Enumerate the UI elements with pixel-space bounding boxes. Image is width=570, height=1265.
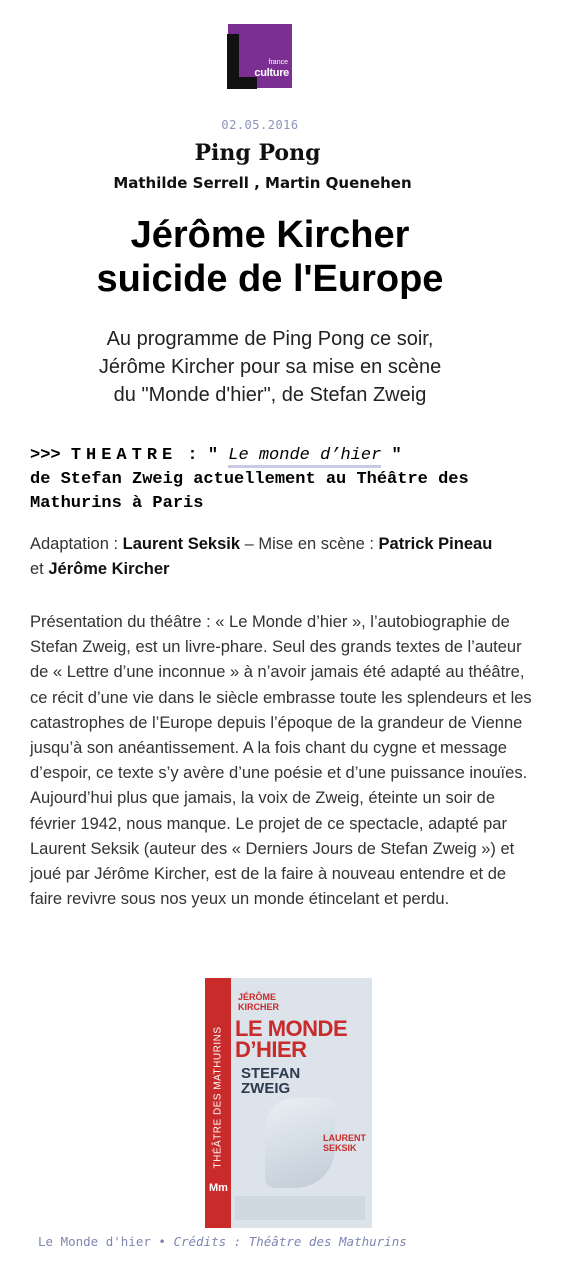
caption-credit: Crédits : Théâtre des Mathurins: [173, 1234, 407, 1249]
lead-paragraph: [0, 325, 540, 409]
poster-footer: [235, 1196, 365, 1220]
poster-actor-first: JÉRÔME: [238, 992, 277, 1002]
page-title: [0, 213, 540, 301]
staging-name: Patrick Pineau: [378, 535, 493, 553]
theatre-description: de Stefan Zweig actuellement au Théâtre des Mathurins à Paris: [30, 470, 469, 513]
lead-line-1: Au programme de Ping Pong ce soir,: [106, 328, 434, 350]
publication-date: 02.05.2016: [221, 118, 299, 132]
poster-author: [241, 1066, 300, 1096]
theatre-separator: : ": [177, 446, 229, 465]
poster-title-line-1: LE MONDE: [235, 1016, 348, 1041]
article-body: Présentation du théâtre : « Le Monde d’hier », l’autobiographie de Stefan Zweig, est un livre-phare. Seul des grands textes de l’auteur de « Lettre d’une inconnue » à n’avoir jamais été adapté au théâtre, ce récit d’une vie dans le siècle embrasse toute les splendeurs et les catastrophes de l’Europe depuis l’époque de la grandeur de Vienne jusqu’à son anéantissement. A la fois chant du cygne et message d’espoir, ce texte s’y avère d’une poésie et d’une puissance inouïes. Aujourd’hui plus que jamais, la voix de Zweig, éteinte un soir de février 1942, nous manque. Le projet de ce spectacle, adapté par Laurent Seksik (auteur des « Derniers Jours de Stefan Zweig ») et joué par Jérôme Kircher, est de la faire à nouveau entendre et de faire revivre sous nos yeux un monde étincelant et perdu.: [30, 613, 532, 909]
image-caption: [38, 1234, 538, 1249]
poster-actor-last: KIRCHER: [238, 1002, 280, 1012]
theatre-heading: [30, 444, 530, 516]
poster-author-first: STEFAN: [241, 1065, 301, 1082]
theatre-prefix: >>>: [30, 446, 71, 465]
lead-line-2: Jérôme Kircher pour sa mise en scène: [98, 356, 442, 378]
theatre-label: THEATRE: [70, 446, 178, 465]
production-credits: [30, 532, 540, 582]
theatre-work-title: Le monde d’hier: [228, 446, 381, 468]
poster-image[interactable]: [205, 978, 372, 1228]
adaptation-label: Adaptation :: [30, 535, 123, 553]
poster-adapt-last: SEKSIK: [323, 1143, 357, 1153]
poster-actor: [238, 992, 279, 1012]
france-culture-logo[interactable]: [228, 24, 292, 88]
logo-text-france: france: [268, 59, 288, 66]
show-name[interactable]: Ping Pong: [194, 140, 321, 166]
poster-author-last: ZWEIG: [241, 1080, 291, 1097]
poster-adaptation: [323, 1133, 366, 1153]
page-title-line-1: Jérôme Kircher: [130, 214, 410, 256]
page-title-line-2: suicide de l'Europe: [96, 258, 444, 300]
poster-adapt-first: LAURENT: [323, 1133, 366, 1143]
caption-bullet: •: [150, 1234, 174, 1249]
theatre-close-quote: ": [381, 446, 402, 465]
caption-title: Le Monde d'hier: [38, 1234, 151, 1249]
second-staging-name: Jérôme Kircher: [48, 560, 170, 578]
logo-corner-mark-bottom: [227, 77, 257, 89]
lead-line-3: du "Monde d'hier", de Stefan Zweig: [113, 384, 427, 406]
show-hosts[interactable]: Mathilde Serrell , Martin Quenehen: [113, 174, 412, 192]
staging-label: – Mise en scène :: [240, 535, 379, 553]
credits-and: et: [30, 560, 49, 578]
logo-text-culture: culture: [254, 67, 289, 79]
poster-title: [235, 1018, 347, 1060]
poster-theatre-logo: Mm: [209, 1182, 228, 1194]
poster-title-line-2: D’HIER: [235, 1037, 307, 1062]
poster-band-text: THÉÂTRE DES MATHURINS: [212, 1026, 224, 1169]
adaptation-name: Laurent Seksik: [122, 535, 241, 553]
